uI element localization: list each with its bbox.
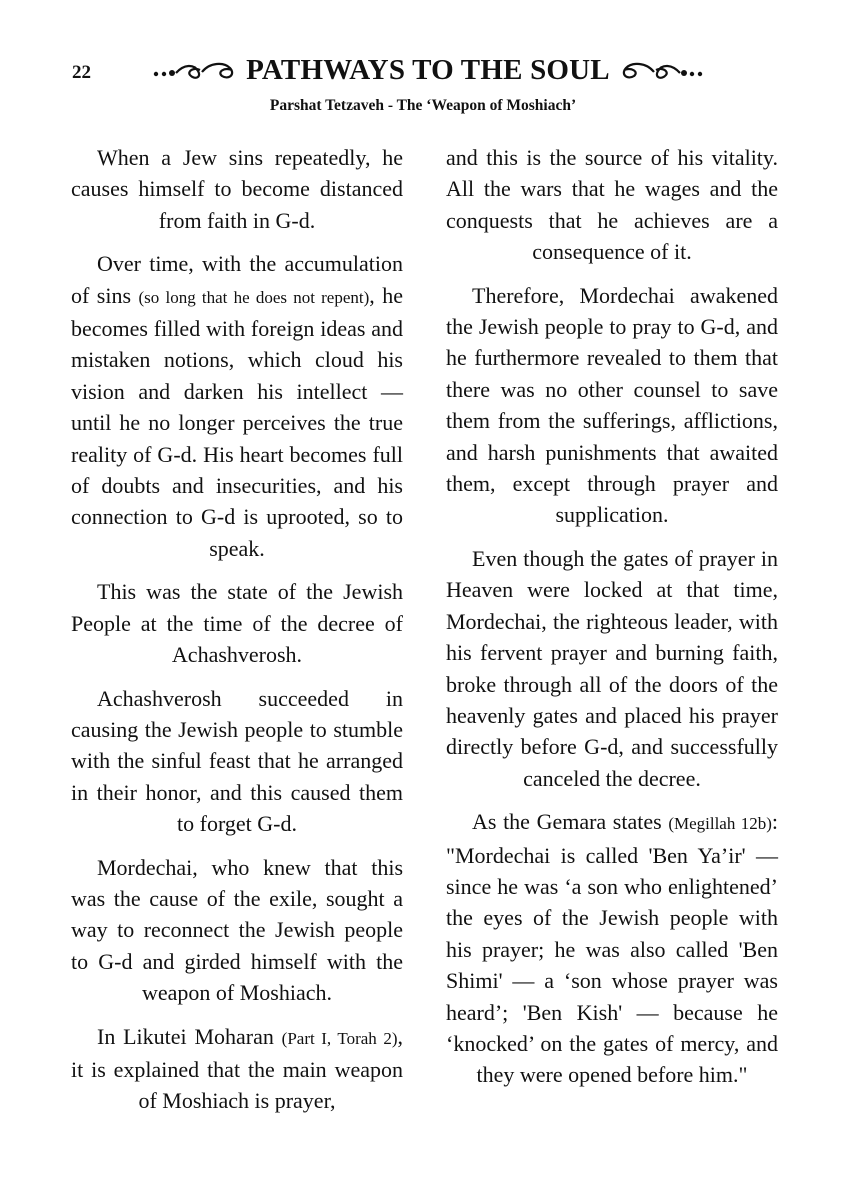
- paragraph: This was the state of the Jewish People at the time of the decree of Achashverosh.: [71, 579, 403, 668]
- paragraph: [71, 248, 403, 564]
- flourish-right-icon: [614, 58, 706, 82]
- flourish-left-icon: [150, 58, 242, 82]
- paragraph: When a Jew sins repeatedly, he causes himself to become distanced from faith in G-d.: [71, 145, 403, 233]
- paragraph-text: , he becomes filled with foreign ideas and mistaken notions, which cloud his vision and darken his intellect — until he no longer perceives the true reality of G-d. His heart becomes full of doubts and insecurities, and his connection to G-d is uprooted, so to speak.: [71, 282, 404, 561]
- paragraph-text: In Likutei Moharan: [97, 1023, 282, 1049]
- page-number: 22: [72, 62, 91, 83]
- left-column: [71, 142, 403, 1129]
- paragraph-text: , it is explained that the main weapon of Moshiach is prayer,: [71, 1023, 403, 1114]
- paragraph: Mordechai, who knew that this was the cause of the exile, sought a way to reconnect the Jewish people to G-d and girded himself with the weapon of Moshiach.: [71, 854, 403, 1006]
- paragraph: Even though the gates of prayer in Heaven were locked at that time, Mordechai, the righteous leader, with his fervent prayer and burning faith, broke through all of the doors of the heavenly gates and placed his prayer directly before G-d, and successfully canceled the decree.: [446, 545, 778, 791]
- book-title: PATHWAYS TO THE SOUL: [246, 53, 610, 86]
- paragraph: Therefore, Mordechai awakened the Jewish people to pray to G-d, and he furthermore revealed to them that there was no other counsel to save them from the sufferings, afflictions, and harsh punishments that awaited them, except through prayer and supplication.: [446, 282, 778, 528]
- citation: (Part I, Torah 2): [281, 1028, 398, 1048]
- citation: (so long that he does not repent): [138, 287, 370, 307]
- chapter-title: Parshat Tetzaveh - The ‘Weapon of Moshiach’: [269, 97, 577, 114]
- running-header: [128, 50, 728, 90]
- paragraph-text: Over time, with the accumulation of sins: [71, 251, 403, 308]
- paragraph: [71, 1021, 403, 1117]
- right-column: [446, 142, 778, 1103]
- paragraph: Achashverosh succeeded in causing the Jewish people to stumble with the sinful feast that he arranged in their honor, and this caused them to forget G-d.: [71, 685, 403, 837]
- paragraph-text: As the Gemara states: [472, 809, 669, 835]
- citation: (Megillah 12b): [668, 814, 772, 834]
- paragraph: and this is the source of his vitality. All the wars that he wages and the conquests that he achieves are a consequence of it.: [446, 145, 778, 265]
- paragraph: [446, 806, 778, 1091]
- paragraph-text: : "Mordechai is called 'Ben Ya’ir' — since he was ‘a son who enlightened’ the eyes of the Jewish people with his prayer; he was also called 'Ben Shimi' — a ‘son whose prayer was heard’; 'Ben Kish' — because he ‘knocked’ on the gates of mercy, and they were opened before him.": [446, 809, 779, 1088]
